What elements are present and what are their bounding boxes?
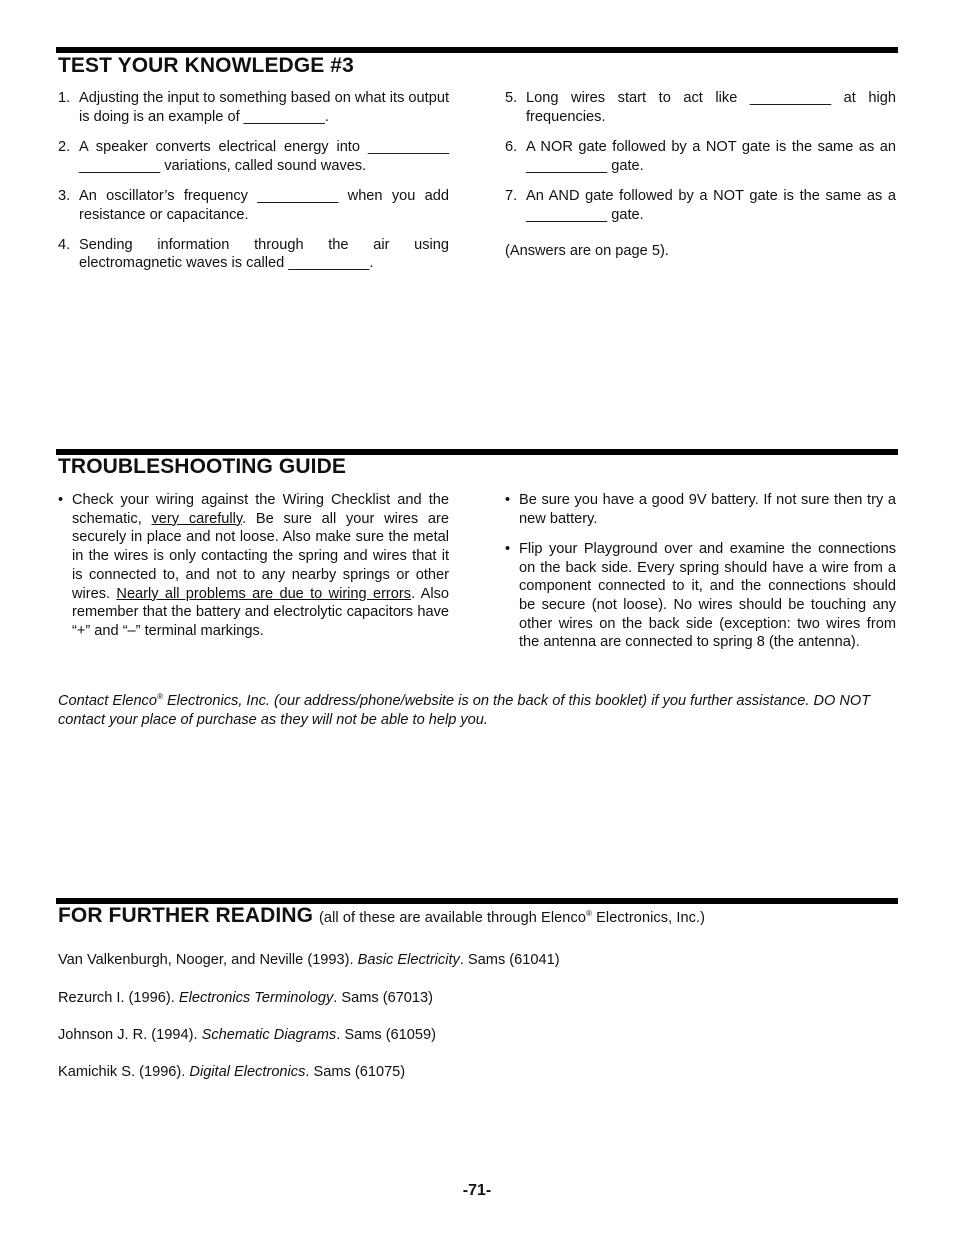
- test-questions-right: [505, 89, 896, 261]
- reference-2: Rezurch I. (1996). Electronics Terminology. Sams (67013): [58, 990, 434, 1006]
- bullet-dot: •: [505, 492, 511, 508]
- troubleshooting-title: TROUBLESHOOTING GUIDE: [58, 455, 346, 478]
- question-5: 5. Long wires start to act like __________ at high frequencies.: [505, 90, 896, 125]
- reference-1: Van Valkenburgh, Nooger, and Neville (1993). Basic Electricity. Sams (61041): [58, 952, 560, 968]
- reading-subtitle: (all of these are available through Elenco® Electronics, Inc.): [319, 909, 706, 926]
- question-1: 1. Adjusting the input to something based on what its output is doing is an example of __________.: [58, 90, 449, 125]
- bullet-dot: •: [505, 540, 511, 557]
- troubleshooting-right: [505, 491, 896, 664]
- question-6: 6. A NOR gate followed by a NOT gate is the same as an __________ gate.: [505, 138, 896, 174]
- question-3: 3. An oscillator’s frequency __________ when you add resistance or capacitance.: [58, 187, 449, 223]
- registered-mark: ®: [585, 909, 592, 919]
- troubleshooting-bullet-wiring: • Check your wiring against the Wiring Checklist and the schematic, very carefully. Be sure all your wires are securely in place and not loose. Also make sure the metal in the wires is only contacting the spring and wires that it is connected to, and not to any nearby springs or other wires. Nearly all problems are due to wiring errors. Also remember that the battery and electrolytic capacitors have “+” and “–” terminal markings.: [58, 492, 449, 639]
- reference-3: Johnson J. R. (1994). Schematic Diagrams. Sams (61059): [58, 1027, 437, 1043]
- section-rule-test: [56, 47, 898, 53]
- page-number: -71-: [462, 1182, 492, 1199]
- test-questions-left: [58, 89, 449, 285]
- reference-4: Kamichik S. (1996). Digital Electronics. Sams (61075): [58, 1064, 406, 1080]
- troubleshooting-left: [58, 491, 449, 652]
- answers-note: (Answers are on page 5).: [505, 243, 669, 260]
- troubleshooting-bullet-battery: • Be sure you have a good 9V battery. If not sure then try a new battery.: [505, 492, 896, 527]
- question-4: 4. Sending information through the air using electromagnetic waves is called __________.: [58, 236, 449, 272]
- question-2: 2. A speaker converts electrical energy into __________ __________ variations, called sound waves.: [58, 138, 449, 174]
- troubleshooting-bullet-backside: • Flip your Playground over and examine the connections on the back side. Every spring should have a wire from a component connected to it, and the connections should be secure (not loose). No wires should be touching any other wires on the back side (exception: two wires from the antenna are connected to spring 8 (the antenna).: [505, 540, 896, 651]
- question-7: 7. An AND gate followed by a NOT gate is the same as a __________ gate.: [505, 187, 896, 223]
- reading-title: FOR FURTHER READING (all of these are available through Elenco® Electronics, Inc.): [58, 904, 706, 927]
- contact-note: Contact Elenco® Electronics, Inc. (our address/phone/website is on the back of this booklet) if you further assistance. DO NOT contact your place of purchase as they will not be able to help you.: [58, 692, 871, 728]
- bullet-dot: •: [58, 492, 64, 508]
- registered-mark: ®: [156, 692, 163, 702]
- test-title: TEST YOUR KNOWLEDGE #3: [58, 54, 354, 77]
